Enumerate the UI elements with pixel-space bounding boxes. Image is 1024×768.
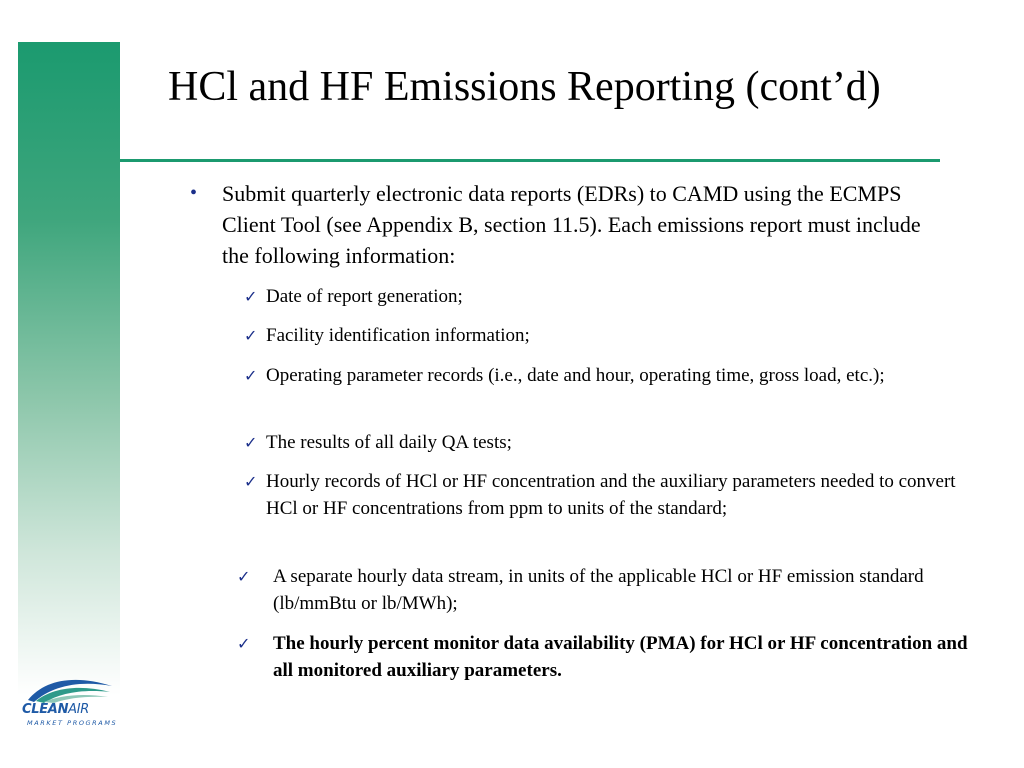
- checklist-item-text: Date of report generation;: [266, 286, 463, 307]
- checkmark-icon: ✓: [244, 326, 258, 345]
- bullet-dot-icon: •: [190, 182, 198, 204]
- logo-word-clean: CLEAN: [22, 702, 69, 717]
- checklist-item-text: Hourly records of HCl or HF concentration and the auxiliary parameters needed to convert HCl or HF concentrations from ppm to units of the standard;: [266, 471, 956, 519]
- title-divider: [120, 159, 940, 162]
- decorative-side-bar: [18, 42, 120, 752]
- checklist-item-text: The results of all daily QA tests;: [266, 432, 512, 453]
- checklist-item-text: A separate hourly data stream, in units of the applicable HCl or HF emission standard (lb/mmBtu or lb/MWh);: [273, 566, 924, 614]
- main-bullet-text: Submit quarterly electronic data reports (EDRs) to CAMD using the ECMPS Client Tool (see Appendix B, section 11.5). Each emissions report must include the following information:: [222, 181, 921, 268]
- checklist-item-text: Facility identification information;: [266, 325, 530, 346]
- checkmark-icon: ✓: [237, 567, 251, 586]
- checklist-item-text: Operating parameter records (i.e., date and hour, operating time, gross load, etc.);: [266, 365, 885, 386]
- logo-subtitle: MARKET PROGRAMS: [27, 719, 118, 727]
- logo-word-air: AIR: [68, 702, 90, 717]
- logo-wordmark: [22, 702, 89, 717]
- checkmark-icon: ✓: [244, 472, 258, 491]
- checkmark-icon: ✓: [237, 634, 251, 653]
- checkmark-icon: ✓: [244, 366, 258, 385]
- slide-title: HCl and HF Emissions Reporting (cont’d): [168, 64, 881, 110]
- checkmark-icon: ✓: [244, 287, 258, 306]
- checkmark-icon: ✓: [244, 433, 258, 452]
- checklist-item-text: The hourly percent monitor data availability (PMA) for HCl or HF concentration and all monitored auxiliary parameters.: [273, 633, 968, 681]
- clean-air-logo: [18, 672, 118, 730]
- wave-logo-icon: [24, 672, 114, 704]
